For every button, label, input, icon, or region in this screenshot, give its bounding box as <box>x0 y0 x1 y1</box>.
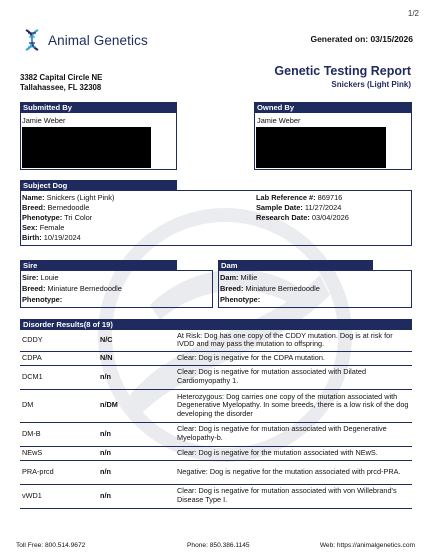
label: Phenotype: <box>22 295 63 304</box>
disorder-code: CDPA <box>20 351 98 365</box>
owned-by-header: Owned By <box>254 102 412 113</box>
brand-name: Animal Genetics <box>48 32 148 48</box>
sample-date-row <box>256 203 341 212</box>
label: Birth: <box>22 233 42 242</box>
table-row <box>20 484 412 508</box>
table-row <box>20 330 412 351</box>
sire-header: Sire <box>20 260 177 271</box>
disorder-code: NEwS <box>20 446 98 460</box>
subject-phenotype: Tri Color <box>64 213 93 222</box>
disorder-description: At Risk: Dog has one copy of the CDDY mutation. Dog is at risk for IVDD and may pass the mutation to offspring. <box>175 330 412 351</box>
subject-birth-row <box>22 233 81 242</box>
subject-breed-row <box>22 203 89 212</box>
dam-phenotype-row <box>220 295 260 304</box>
table-row <box>20 389 412 422</box>
dam-header: Dam <box>218 260 373 271</box>
address-line2: Tallahassee, FL 32308 <box>20 83 102 92</box>
disorder-result: n/n <box>98 365 175 389</box>
lab-reference-row <box>256 193 342 202</box>
table-row <box>20 365 412 389</box>
label: Breed: <box>22 203 46 212</box>
label: Phenotype: <box>220 295 261 304</box>
disorder-code: DM <box>20 389 98 422</box>
dam-name-row <box>220 273 257 282</box>
sire-breed: Miniature Bernedoodle <box>47 284 122 293</box>
sire-name: Louie <box>40 273 59 282</box>
research-date: 03/04/2026 <box>311 213 349 222</box>
label: Name: <box>22 193 45 202</box>
disorder-result: n/n <box>98 460 175 484</box>
label: Phenotype: <box>22 213 63 222</box>
redacted-block <box>256 127 386 168</box>
subject-phenotype-row <box>22 213 92 222</box>
disorder-results-header: Disorder Results(8 of 19) <box>20 319 412 330</box>
lab-reference: 869716 <box>317 193 343 202</box>
disorder-code: vWD1 <box>20 484 98 508</box>
label: Research Date: <box>256 213 310 222</box>
disorder-description: Clear: Dog is negative for mutation associated with Dilated Cardiomyopathy 1. <box>175 365 412 389</box>
disorder-description: Clear: Dog is negative for the mutation associated with NEwS. <box>175 446 412 460</box>
generated-date: Generated on: 03/15/2026 <box>310 34 413 44</box>
redacted-block <box>22 127 151 168</box>
footer-web[interactable]: Web: https://animalgenetics.com <box>319 542 415 549</box>
label: Sire: <box>22 273 39 282</box>
sire-name-row <box>22 273 59 282</box>
subject-sex-row <box>22 223 64 232</box>
report-subtitle: Snickers (Light Pink) <box>331 80 411 89</box>
sample-date: 11/27/2024 <box>304 203 342 212</box>
disorder-result: n/n <box>98 484 175 508</box>
page-number: 1/2 <box>407 9 419 18</box>
sire-phenotype-row <box>22 295 62 304</box>
disorder-results-table <box>20 330 412 509</box>
disorder-description: Heterozygous: Dog carries one copy of the mutation associated with Degenerative Myelopathy. In some breeds, there is a low risk of the dog developing the disorder <box>175 389 412 422</box>
label: Sample Date: <box>256 203 303 212</box>
disorder-code: DM-B <box>20 422 98 446</box>
subject-sex: Female <box>39 223 65 232</box>
dam-breed-row <box>220 284 320 293</box>
disorder-result: N/N <box>98 351 175 365</box>
research-date-row <box>256 213 349 222</box>
table-row <box>20 422 412 446</box>
footer-phone: Phone: 850.386.1145 <box>187 542 250 549</box>
label: Sex: <box>22 223 38 232</box>
dam-breed: Miniature Bernedoodle <box>245 284 320 293</box>
lab-address <box>20 73 102 93</box>
label: Breed: <box>22 284 46 293</box>
disorder-code: CDDY <box>20 330 98 351</box>
disorder-description: Negative: Dog is negative for the mutation associated with prcd-PRA. <box>175 460 412 484</box>
table-row <box>20 351 412 365</box>
subject-breed: Bernedoodle <box>47 203 90 212</box>
disorder-code: DCM1 <box>20 365 98 389</box>
submitted-by-name: Jamie Weber <box>22 116 66 125</box>
brand-logo <box>20 27 148 53</box>
submitted-by-header: Submitted By <box>20 102 177 113</box>
disorder-result: n/n <box>98 446 175 460</box>
subject-dog-header: Subject Dog <box>20 180 177 191</box>
report-title: Genetic Testing Report <box>274 64 411 78</box>
dam-name: Millie <box>240 273 258 282</box>
disorder-description: Clear: Dog is negative for the CDPA mutation. <box>175 351 412 365</box>
address-line1: 3382 Capital Circle NE <box>20 73 103 82</box>
label: Dam: <box>220 273 239 282</box>
dna-helix-icon <box>20 28 44 52</box>
label: Lab Reference #: <box>256 193 316 202</box>
subject-name-row <box>22 193 114 202</box>
disorder-result: n/n <box>98 422 175 446</box>
disorder-code: PRA-prcd <box>20 460 98 484</box>
subject-name: Snickers (Light Pink) <box>46 193 115 202</box>
footer-toll-free: Toll Free: 800.514.9672 <box>16 542 86 549</box>
subject-birth: 10/19/2024 <box>43 233 81 242</box>
table-row <box>20 460 412 484</box>
label: Breed: <box>220 284 244 293</box>
disorder-description: Clear: Dog is negative for mutation associated with Degenerative Myelopathy-b. <box>175 422 412 446</box>
sire-breed-row <box>22 284 122 293</box>
owned-by-name: Jamie Weber <box>257 116 301 125</box>
disorder-result: n/DM <box>98 389 175 422</box>
disorder-description: Clear: Dog is negative for mutation associated with von Willebrand's Disease Type I. <box>175 484 412 508</box>
table-row <box>20 446 412 460</box>
disorder-result: N/C <box>98 330 175 351</box>
